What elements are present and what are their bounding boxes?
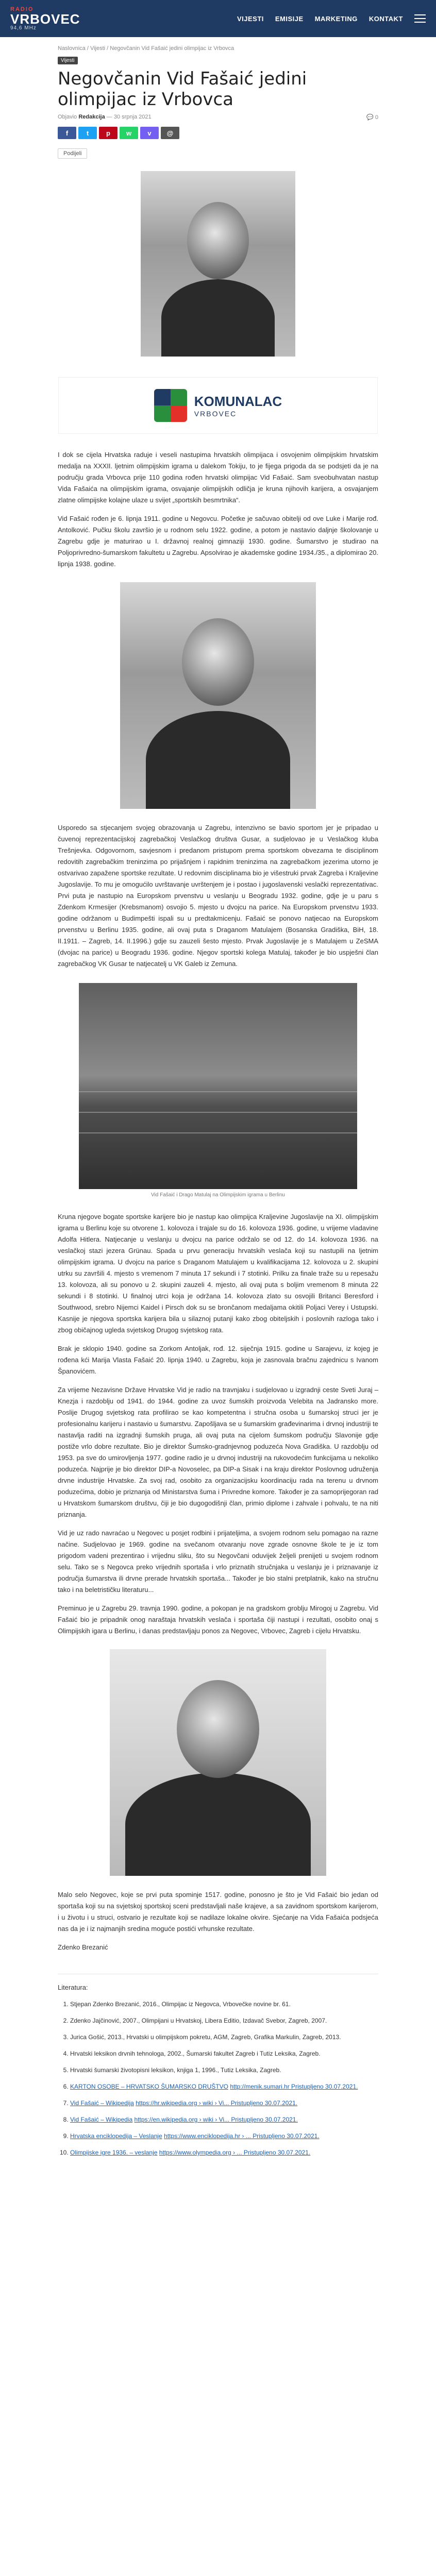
logo-line3: 94,6 MHz — [10, 25, 37, 31]
menu-icon[interactable] — [414, 14, 426, 23]
advertisement-banner[interactable] — [58, 377, 378, 434]
paragraph: Kruna njegove bogate sportske karijere bio je nastup kao olimpijca Kraljevine Jugoslavije na XI. olimpijskim igrama u Berlinu koje su otvorene 1. kolovoza i trajale su do 16. kolovoza 1936. godine, u vrijeme vladavine Adolfa Hitlera. Natjecanje u veslanju u dvojcu na parice održalo se od 12. do 14. kolovoza 1936. na veslačkoj stazi jezera Grünau. Spada u prvu generaciju hrvatskih veslača koji su nastupili na ljetnim olimpijskim igrama. U dvojcu na parice s Draganom Matulajem u kvalifikacijama 12. kolovoza u 2. skupini utrku su završili 4. mjesto s vremenom 7 minuta 17 sekundi i 7 stotinki. Prilku za finale traže su u repesažu 13. kolovoza, ali su ponovo u 2. skupini zauzeli 4. mjesto, ali ovaj puta s boljim vremenom 8 minuta 22 sekundi i 8 stotinki. U finalnoj utrci koja je održana 14. kolovoza zlato su osvojili Britanci Beresford i Southwood, srebro Nijemci Kaidel i Pirsch dok su se brončanom medaljama okitili Poljaci Verey i Ustupski. Kasnije je njegova sportska karijera bila u silaznoj putanji kako zbog obiteljskih i poslovnih razloga tako i zbog običajnog ugleda svjetskog Drugog svjetskog rata. — [58, 1213, 378, 1334]
pinterest-icon[interactable]: p — [99, 127, 118, 139]
signature: Zdenko Brezanić — [58, 1943, 108, 1951]
list-item: 2. Zdenko Jajčinović, 2007., Olimpijani u Hrvatskoj, Libera Editio, Izdavač Svebor, Zagreb, 2007. — [70, 2016, 378, 2025]
article-meta — [58, 114, 378, 121]
literature-section — [58, 1974, 378, 2157]
ad-subtitle: VRBOVEC — [194, 409, 237, 418]
nav-kontakt[interactable]: KONTAKT — [368, 14, 403, 23]
category-tag[interactable]: Vijesti — [58, 57, 78, 64]
portrait-photo — [141, 171, 295, 357]
share-bar — [58, 127, 378, 139]
paragraph: Brak je sklopio 1940. godine sa Zorkom Antoljak, rođ. 12. siječnja 1915. godine u Sarajevu, iz kojeg je rođena kći Marija Vlasta Fašaić 20. lipnja 1940. u Zagrebu, koja je zasnovala bračnu zajednicu s Ivanom Španovićem. — [58, 1345, 378, 1375]
whatsapp-icon[interactable]: w — [120, 127, 138, 139]
ad-title: KOMUNALAC — [194, 393, 282, 409]
elderly-portrait-photo — [110, 1649, 326, 1876]
logo-line1: RADIO — [10, 6, 34, 12]
article-title: Negovčanin Vid Fašaić jedini olimpijac iz Vrbovca — [58, 69, 307, 110]
paragraph: Preminuo je u Zagrebu 29. travnja 1990. godine, a pokopan je na gradskom groblju Mirogoj u Zagrebu. Vid Fašaić bio je pripadnik onog naraštaja hrvatskih veslača i sportaša čiji nastupi i rezultati, osobito onaj s Olimpijskih igara u Berlinu, i danas predstavljaju ponos za Negovec, Vrbovec, Zagreb i cijelu Hrvatsku. — [58, 1604, 378, 1635]
paragraph: Malo selo Negovec, koje se prvi puta spominje 1517. godine, ponosno je što je Vid Fašaić bio jedan od sportaša koji su na svjetskoj sportskoj sceni predstavljali naše krajeve, a sa zavidnom sportskom karijerom, i u životu i u struci, ostvario je rezultate koji se nadilaze lokalne okvire. Sjećanje na Vida Fašaića podsjeća nas da je i iz najmanjih sredina moguće postići vrhunske rezultate. — [58, 1891, 378, 1933]
article-date: — 30 srpnja 2021 — [106, 114, 152, 120]
nav-marketing[interactable]: MARKETING — [314, 14, 358, 23]
list-item[interactable]: 9. Hrvatska enciklopedija – Veslanje https://www.enciklopedija.hr › ... Pristupljeno 30.07.2021. — [70, 2131, 378, 2141]
twitter-icon[interactable]: t — [78, 127, 97, 139]
literature-heading: Literatura: — [58, 1984, 88, 1991]
site-logo[interactable] — [10, 7, 80, 31]
nav-vijesti[interactable]: VIJESTI — [237, 14, 264, 23]
breadcrumb[interactable]: Naslovnica / Vijesti / Negovčanin Vid Fašaić jedini olimpijac iz Vrbovca — [58, 45, 234, 52]
rowing-photo — [79, 983, 357, 1189]
list-item[interactable]: 7. Vid Fašaić – Wikipedija https://hr.wikipedia.org › wiki › Vi... Pristupljeno 30.07.2021. — [70, 2098, 378, 2108]
paragraph: Za vrijeme Nezavisne Države Hrvatske Vid je radio na travnjaku i sudjelovao u izgradnji ceste Sveti Juraj – Knezja i razdoblju od 1941. do 1944. godine za uvoz šumskih proizvoda Velebita na Jadransko more. Poslije Drugog svjetskog rata profilirao se kao kompetentna i stručna osoba u šumarskoj struci jer je profesionalnu karijeru i nastavio u šumarstvu. Zapošljava se u šumarskim građevinarima i drvnoj industriji te nastavlja raditi na izgradnji šumskih pruga, ali ovaj puta na cijelom šumskom području Slavonije gdje postiže vrlo dobre rezultate. Bio je direktor Šumsko-gradnjevnog poduzeća Nova Gradiška. U razdoblju od 1953. pa sve do umirovljenja 1977. godine radio je u drvnoj industriji na rukovodećim funkcijama u nekoliko poduzeća. Najprije je bio direktor DIP-a Novoselec, pa DIP-a Sisak i na kraju direktor Poslovnog udruženja drvne industrije Hrvatske. Za svoj rad, osobito za organizacijsku koordinaciju rada na terenu u drvnom poduzećima, dobio je priznanja od Ministarstva šuma i Privredne komore. Također je za samoprijegoran rad u Hrvatskom šumarskom društvu, čiji je bio dugogodišnji član, primio diplome i zahvale i pohvalu, te na niti priznanja. — [58, 1386, 378, 1518]
list-item[interactable]: 8. Vid Fašaić – Wikipedia https://en.wikipedia.org › wiki › Vi... Pristupljeno 30.07.2021. — [70, 2115, 378, 2124]
young-portrait-photo — [120, 582, 316, 809]
list-item[interactable]: 10. Olimpijske igre 1936. – veslanje https://www.olympedia.org › ... Pristupljeno 30.07.2021. — [70, 2148, 378, 2157]
author-prefix: Objavio — [58, 114, 77, 120]
site-header — [0, 0, 436, 37]
list-item: 3. Jurica Gošić, 2013., Hrvatski u olimpijskom pokretu, AGM, Zagreb, Grafika Markulin, Zagreb, 2013. — [70, 2032, 378, 2042]
list-item: 1. Stjepan Zdenko Brezanić, 2016., Olimpijac iz Negovca, Vrbovečke novine br. 61. — [70, 1999, 378, 2009]
share-button[interactable]: Podijeli — [58, 148, 87, 159]
facebook-icon[interactable]: f — [58, 127, 76, 139]
author-name[interactable]: Redakcija — [78, 114, 105, 120]
paragraph: Vid je uz rado navraćao u Negovec u posjet rodbini i prijateljima, a svojem rodnom selu pomagao na razne načine. Sudjelovao je 1969. godine na svečanom otvaranju nove zgrade osnovne škole te je iz tom prigodom vadeni prezentirao i vrijednu sliku, što su Negovčani oduvijek željeli prenijeti u svojem rodnom selu. Tako se s Negovca preko vrijednih sportaša i vrlo priznatih stručnjaka u veslanju je i priznavanje iz područja šumarstva ili drvne prerade hrvatskih sportaša... Također je bio stalni pretplatnik, kako na stručnu tako i na beletrističku literaturu... — [58, 1529, 378, 1594]
list-item: 5. Hrvatski šumarski životopisni leksikon, knjiga 1, 1996., Tutiz Leksika, Zagreb. — [70, 2065, 378, 2075]
literature-list — [70, 1999, 378, 2157]
logo-line2: VRBOVEC — [10, 11, 80, 27]
viber-icon[interactable]: v — [140, 127, 159, 139]
list-item: 4. Hrvatski leksikon drvnih tehnologa, 2002., Šumarski fakultet Zagreb i Tutiz Leksika, Zagreb. — [70, 2049, 378, 2058]
article-container — [0, 45, 436, 2185]
ad-logo-icon — [154, 389, 187, 422]
comment-count[interactable]: 0 — [375, 114, 378, 121]
photo-caption: Vid Fašaić i Drago Matulaj na Olimpijskim igrama u Berlinu — [151, 1192, 285, 1198]
comment-icon: 💬 — [366, 114, 375, 121]
paragraph: Vid Fašaić rođen je 6. lipnja 1911. godine u Negovcu. Početke je sačuvao obitelji od ove Luke i Marije rođ. Antolković. Pučku školu završio je u rodnom selu 1922. godine, a potom je nastavio daljnje školovanje u Zagrebu gdje je maturirao u I. državnoj realnoj gimnaziji 1930. godine. Šumarstvo je studirao na Poljoprivredno-šumarskom fakultetu u Zagrebu. Apsolvirao je akademske godine 1934./35., a diplomirao 20. lipnja 1938. godine. — [58, 515, 378, 568]
paragraph: Usporedo sa stjecanjem svojeg obrazovanja u Zagrebu, intenzivno se bavio sportom jer je pripadao u čuvenoj reprezentacijskoj zagrebačkoj Veslačkog društva Gusar, a sudjelovao je u Veslačkog kluba Trešnjevka. Odgovornom, savjesnom i predanom pristupom prema sportskom obvezama te disciplinom redovitih zagrebačkim treninzima po prijašnjem i rapidnim treninzima na zagrebačkom jezerima utorno je ostvarivao zapažene sportske rezultate. U redovnim disciplinama bio je višestruki prvak Zagreba i Kraljevine Jugoslavije. To mu je omogućilo uvrštavanje uvrštenjem je i postao i jugoslavenski veslački reprezentativac. Prvi puta je nastupio na Europskom prvenstvu u veslanju u Beogradu 1932. godine, gdje je u paru s Zdenkom Krmesijer (Krebsmanom) osvojio 5. mjesto u dvojcu na parice. Na Europskom prvenstvu 1933. godine održanom u Budimpešti ispali su u predtakmicenju. Fašaić se ponovo natjecao na Europskom prvenstvu u Berlinu 1935. godine, ali ovaj puta s Draganom Matulajem (Bosanska Gradiška, BiH, 18. II.1911. – Zagreb, 14. II.1996.) gdje su zauzeli šesto mjesto. Prvak Jugoslavije je s Matulajem u ZeSMA (dvojac na parice) u Beogradu 1936. godine. Njegov sportski kolega Matulaj, također je bio uspješni član zagrebačkog VK Gusar te natjecatelj u VK Galeb iz Zemuna. — [58, 824, 378, 968]
main-nav — [237, 14, 426, 23]
email-icon[interactable]: @ — [161, 127, 179, 139]
nav-emisije[interactable]: EMISIJE — [275, 14, 304, 23]
paragraph: I dok se cijela Hrvatska raduje i veseli nastupima hrvatskih olimpijaca i osvojenim olimpijskim hrvatskim medalja na XXXII. ljetnim olimpijskim igrama u dalekom Tokiju, to je fijega prigoda da se podsjeti da je na području grada Vrbovca prije 110 godina rođen hrvatski olimpijac Vid Fašaić. Sam sveobuhvatan nastup Vida Fašaića na olimpijskim igrama, osvajanje olimpijskih odličja je kruna njihovih karijera, a osvajanjem zlatne olimpijske kolajne ulaze u svijet „sportskih besmrtnika“. — [58, 451, 378, 504]
list-item[interactable]: 6. KARTON OSOBE – HRVATSKO ŠUMARSKO DRUŠTVO http://menik.sumari.hr Pristupljeno 30.07.2021. — [70, 2082, 378, 2091]
